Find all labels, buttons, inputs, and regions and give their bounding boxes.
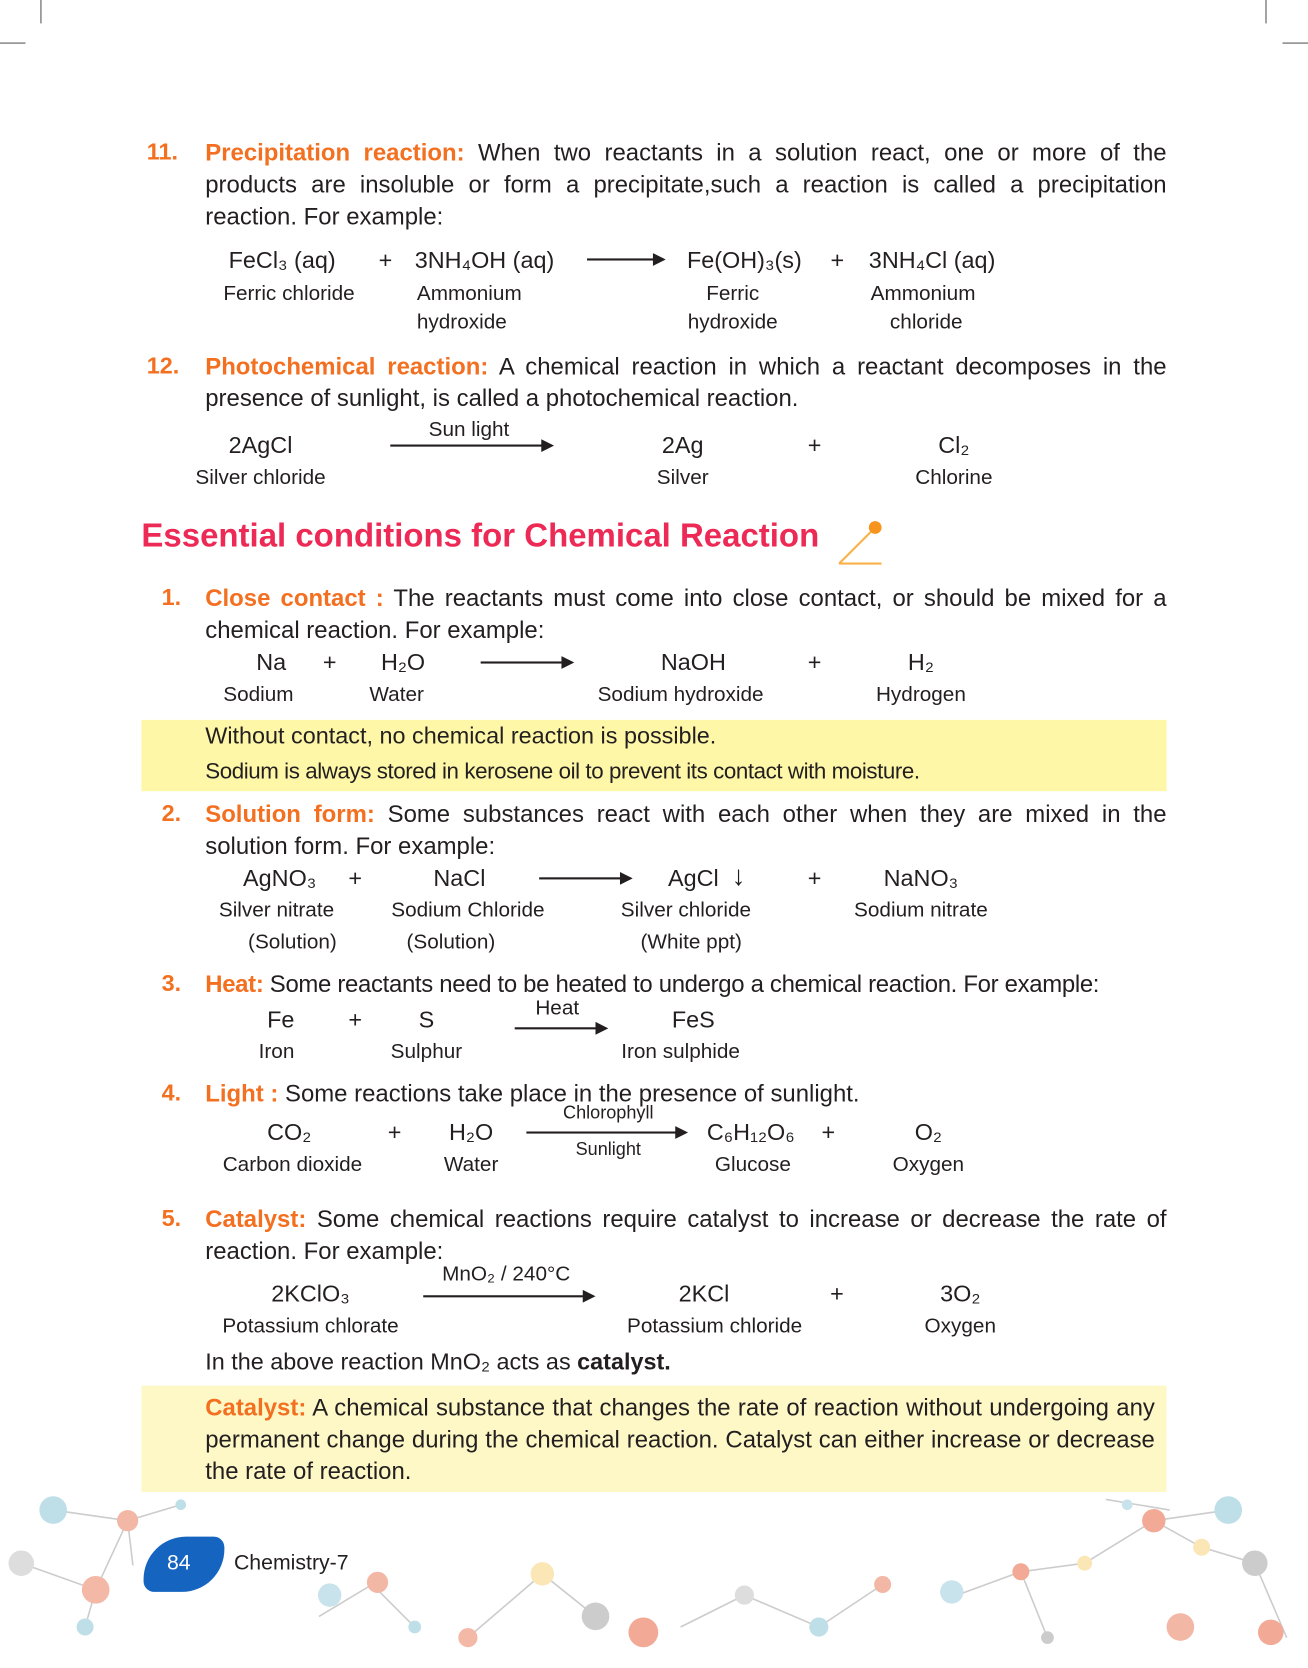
formula: 3NH₄Cl (aq) — [868, 246, 996, 274]
reaction-arrow — [526, 1131, 686, 1133]
plus: + — [830, 1280, 844, 1307]
compound-name: Iron — [258, 1040, 295, 1064]
compound-name: Silver nitrate — [218, 898, 335, 922]
item-number: 2. — [161, 799, 182, 827]
reaction-arrow — [539, 877, 630, 879]
compound-name: Potassium chloride — [627, 1314, 803, 1338]
compound-name: Sodium — [223, 682, 294, 707]
term: Catalyst: — [205, 1394, 307, 1421]
formula: Fe(OH)₃(s) — [686, 246, 802, 274]
compound-name: chloride — [889, 310, 963, 334]
definition-text: When two reactants in a solution react, one or more of the products are insoluble or form a precipitate,such a reaction is called a precipitation reaction. For example: — [205, 139, 1167, 230]
precipitate-arrow-icon: ↓ — [731, 859, 746, 892]
condition: MnO₂ / 240°C — [442, 1262, 571, 1286]
highlight-note — [141, 720, 1166, 791]
heat-definition — [205, 969, 1166, 1001]
item-number: 1. — [161, 583, 182, 611]
formula: NaNO₃ — [883, 864, 959, 892]
state: (Solution) — [248, 930, 337, 954]
formula: 3O₂ — [940, 1280, 981, 1307]
solution-form-definition — [205, 799, 1166, 863]
definition-text: Some substances react with each other when they are mixed in the solution form. For example: — [205, 800, 1167, 860]
term: Solution form: — [205, 800, 375, 828]
note-line: Sodium is always stored in kerosene oil to prevent its contact with moisture. — [205, 759, 920, 784]
reaction-arrow — [390, 445, 552, 447]
heading-decoration-icon — [835, 517, 888, 566]
formula: 2KClO₃ — [271, 1280, 350, 1307]
compound-name: Water — [369, 682, 424, 707]
compound-name: Silver chloride — [620, 898, 752, 922]
plus: + — [348, 1005, 363, 1033]
compound-name: hydroxide — [687, 310, 778, 334]
page-number: 84 — [166, 1551, 191, 1575]
reaction-arrow — [587, 258, 664, 260]
condition: Chlorophyll — [563, 1102, 654, 1123]
formula: C₆H₁₂O₆ — [706, 1118, 795, 1146]
formula: H₂ — [907, 648, 934, 676]
compound-name: Water — [443, 1152, 499, 1177]
item-number: 4. — [161, 1079, 182, 1106]
compound-name: Sulphur — [390, 1040, 463, 1064]
plus: + — [830, 246, 845, 274]
catalyst-definition — [205, 1392, 1155, 1488]
compound-name: Iron sulphide — [621, 1040, 740, 1064]
definition-text: Some chemical reactions require catalyst to increase or decrease the rate of reaction. For example: — [205, 1205, 1167, 1265]
formula: AgCl — [667, 864, 719, 892]
formula: H₂O — [380, 648, 426, 676]
formula: NaOH — [660, 648, 726, 676]
formula: FeCl₃ (aq) — [228, 246, 336, 274]
item-number: 12. — [146, 351, 180, 379]
formula: 2AgCl — [228, 431, 293, 459]
light-definition — [205, 1078, 1166, 1110]
catalyst-definition-box — [141, 1386, 1166, 1492]
book-title: Chemistry-7 — [233, 1551, 349, 1575]
term: Photochemical reaction: — [205, 353, 489, 380]
note-bold: catalyst. — [577, 1348, 671, 1375]
crop-mark — [40, 0, 41, 23]
catalyst-condition-definition — [205, 1204, 1166, 1268]
term: Light : — [205, 1080, 279, 1108]
state: (Solution) — [406, 930, 496, 954]
condition: Heat — [535, 996, 580, 1020]
formula: 3NH₄OH (aq) — [414, 246, 555, 274]
compound-name: Sodium hydroxide — [597, 682, 764, 707]
compound-name: Oxygen — [892, 1152, 965, 1177]
note-line: Without contact, no chemical reaction is possible. — [205, 722, 717, 749]
reaction-arrow — [515, 1027, 606, 1029]
compound-name: Silver chloride — [195, 465, 326, 490]
section-heading: Essential conditions for Chemical Reaction — [141, 516, 820, 555]
item-number: 5. — [161, 1204, 182, 1232]
definition-text: A chemical reaction in which a reactant decomposes in the presence of sunlight, is called a photochemical reaction. — [205, 353, 1167, 412]
term: Close contact : — [205, 584, 384, 612]
formula: AgNO₃ — [243, 864, 317, 892]
compound-name: hydroxide — [416, 310, 507, 334]
item-number: 11. — [146, 138, 178, 165]
formula: Na — [256, 648, 287, 676]
plus: + — [807, 864, 822, 892]
plus: + — [807, 431, 822, 459]
formula: 2KCl — [678, 1280, 730, 1307]
definition-text: The reactants must come into close contact, or should be mixed for a chemical reaction. For example: — [205, 584, 1167, 644]
plus: + — [322, 648, 337, 676]
compound-name: Ammonium — [870, 281, 976, 306]
crop-mark — [0, 43, 26, 44]
compound-name: Glucose — [714, 1152, 791, 1177]
definition-text: A chemical substance that changes the rate of reaction without undergoing any permanent change during the chemical reaction. Catalyst can either increase or decrease the rate of reaction. — [205, 1394, 1155, 1485]
plus: + — [378, 246, 393, 274]
definition-text: Some reactions take place in the presence of sunlight. — [278, 1080, 860, 1108]
precipitation-definition — [205, 137, 1166, 233]
formula: Cl₂ — [938, 431, 970, 459]
condition: Sunlight — [575, 1138, 641, 1160]
crop-mark — [1265, 0, 1266, 23]
definition-text: Some reactants need to be heated to undergo a chemical reaction. For example: — [263, 970, 1100, 998]
close-contact-definition — [205, 583, 1166, 647]
item-number: 3. — [161, 969, 182, 997]
compound-name: Hydrogen — [875, 682, 966, 707]
compound-name: Silver — [656, 465, 709, 490]
plus: + — [348, 864, 363, 892]
state: (White ppt) — [640, 930, 742, 954]
term: Catalyst: — [205, 1205, 307, 1233]
note-text: In the above reaction MnO₂ acts as — [205, 1348, 578, 1375]
formula: O₂ — [914, 1118, 942, 1146]
formula: 2Ag — [661, 431, 704, 459]
condition: Sun light — [428, 417, 510, 442]
compound-name: Sodium nitrate — [854, 898, 988, 922]
crop-mark — [1282, 43, 1308, 44]
compound-name: Ferric — [706, 281, 760, 306]
formula: Fe — [267, 1005, 295, 1033]
term: Precipitation reaction: — [205, 139, 465, 166]
compound-name: Chlorine — [915, 465, 993, 490]
compound-name: Ferric chloride — [223, 281, 355, 306]
compound-name: Carbon dioxide — [222, 1152, 363, 1177]
compound-name: Ammonium — [416, 281, 522, 306]
formula: NaCl — [433, 864, 486, 892]
photochemical-definition — [205, 351, 1166, 415]
plus: + — [807, 648, 822, 676]
compound-name: Potassium chlorate — [222, 1314, 399, 1338]
formula: FeS — [671, 1005, 715, 1033]
formula: H₂O — [448, 1118, 494, 1146]
compound-name: Sodium Chloride — [391, 898, 545, 922]
formula: S — [418, 1005, 435, 1033]
formula: CO₂ — [267, 1118, 312, 1146]
plus: + — [821, 1118, 836, 1146]
term: Heat: — [205, 970, 264, 998]
compound-name: Oxygen — [924, 1314, 996, 1338]
reaction-arrow — [423, 1295, 593, 1297]
catalyst-note — [205, 1348, 671, 1376]
reaction-arrow — [481, 661, 572, 663]
plus: + — [387, 1118, 402, 1146]
